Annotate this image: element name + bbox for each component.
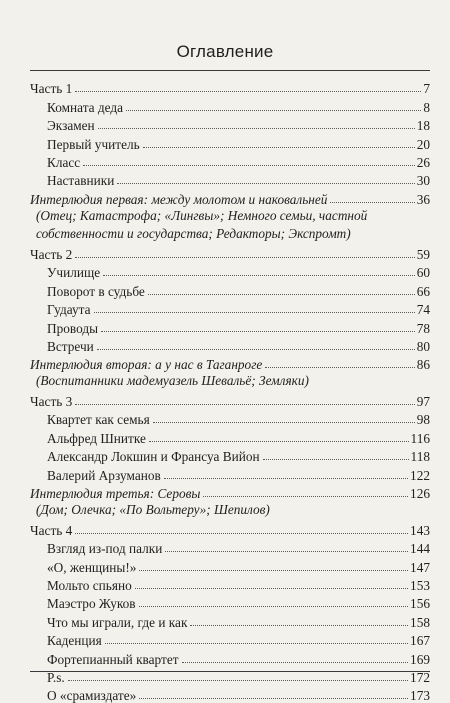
toc-entry-label: Первый учитель (47, 136, 140, 152)
dot-leader (97, 349, 415, 350)
toc-page-number: 153 (410, 578, 430, 593)
dot-leader (75, 257, 414, 258)
toc-part[interactable] (30, 78, 430, 96)
toc-subentry[interactable] (30, 96, 430, 114)
toc-entry-label: Альфред Шнитке (47, 430, 146, 446)
title-rule-top (30, 70, 430, 71)
toc-page-number: 173 (410, 688, 430, 703)
dot-leader (75, 91, 421, 92)
toc-entry-label: Наставники (47, 173, 115, 189)
dot-leader (139, 570, 408, 571)
interlude-contents-note: (Дом; Олечка; «По Вольтеру»; Шепилов) (36, 502, 270, 518)
toc-page-number: 80 (416, 338, 430, 354)
dot-leader (98, 128, 415, 129)
toc-entry-label: Мольто спьяно (47, 578, 132, 593)
dot-leader (164, 478, 408, 479)
dot-leader (68, 680, 408, 681)
toc-entry-label: Интерлюдия первая: между молотом и наковальней (30, 191, 328, 207)
toc-subentry[interactable] (30, 262, 430, 280)
toc-subentry[interactable] (30, 409, 430, 427)
toc-page-number: 86 (416, 357, 430, 373)
toc-entry-label: «О, женщины!» (47, 559, 137, 575)
dot-leader (126, 110, 421, 111)
dot-leader (139, 698, 408, 699)
toc-page-number: 97 (416, 394, 430, 410)
toc-subentry[interactable] (30, 446, 430, 464)
toc-page-number: 122 (410, 467, 430, 483)
dot-leader (203, 496, 408, 497)
toc-entry-label: Класс (47, 154, 81, 170)
toc-entry-label: Александр Локшин и Франсуа Вийон (47, 449, 260, 465)
toc-interlude[interactable] (30, 483, 430, 501)
interlude-contents-note: (Воспитанники мадемуазель Шевальё; Земляки) (36, 373, 309, 389)
dot-leader (103, 275, 415, 276)
toc-subentry[interactable] (30, 667, 430, 685)
toc-entry-label: Часть 3 (30, 394, 73, 410)
dot-leader (165, 551, 408, 552)
toc-entry-label: P.s. (47, 669, 65, 685)
toc-page-number: 26 (416, 154, 430, 170)
toc-entry-label: Училище (47, 265, 101, 281)
toc-subentry[interactable] (30, 464, 430, 482)
toc-entry-label: Проводы (47, 320, 99, 336)
toc-entry-label: Интерлюдия третья: Серовы (30, 486, 201, 502)
interlude-contents-note: (Отец; Катастрофа; «Лингвы»; Немного семьи, частной собственности и государства; Редакторы; Экспромт) (36, 207, 368, 242)
toc-page-number: 144 (410, 541, 430, 557)
toc-page-number: 126 (410, 486, 430, 502)
toc-page-number: 98 (416, 412, 430, 428)
toc-page-number: 20 (416, 136, 430, 152)
toc-entry-label: Квартет как семья (47, 412, 150, 428)
toc-entry-label: Гудаута (47, 302, 91, 318)
toc-entry-label: Часть 2 (30, 246, 73, 262)
toc-interlude[interactable] (30, 354, 430, 372)
toc-page-number: 167 (410, 633, 430, 649)
dot-leader (135, 588, 408, 589)
toc-entry-label: Встречи (47, 338, 94, 354)
toc-entry-label: Комната деда (47, 99, 124, 115)
toc-subentry[interactable] (30, 685, 430, 703)
toc-page-number: 116 (410, 430, 430, 446)
toc-subentry[interactable] (30, 630, 430, 648)
toc-page-number: 30 (416, 173, 430, 189)
dot-leader (149, 441, 409, 442)
toc-subentry[interactable] (30, 336, 430, 354)
toc-page-number: 60 (416, 265, 430, 281)
toc-page-number: 118 (410, 449, 430, 465)
dot-leader (83, 165, 414, 166)
toc-page-number: 143 (410, 522, 430, 538)
toc-subentry[interactable] (30, 611, 430, 629)
toc-entry-label: Взгляд из-под палки (47, 541, 163, 557)
toc-page-number: 172 (410, 669, 430, 685)
toc-subentry[interactable] (30, 648, 430, 666)
page-title: Оглавление (176, 42, 274, 61)
toc-entry-label: Интерлюдия вторая: а у нас в Таганроге (30, 357, 263, 373)
toc-subentry[interactable] (30, 299, 430, 317)
dot-leader (263, 459, 409, 460)
toc-page-number: 66 (416, 283, 430, 299)
dot-leader (101, 331, 415, 332)
toc-entry-label: Каденция (47, 633, 102, 649)
dot-leader (153, 422, 415, 423)
toc-entry-label: Валерий Арзуманов (47, 467, 161, 483)
toc-subentry[interactable] (30, 133, 430, 151)
dot-leader (143, 147, 415, 148)
toc-part[interactable] (30, 244, 430, 262)
toc-subentry[interactable] (30, 317, 430, 335)
toc-subentry[interactable] (30, 556, 430, 574)
toc-page-number: 36 (416, 191, 430, 207)
dot-leader (139, 606, 408, 607)
toc-subentry[interactable] (30, 115, 430, 133)
dot-leader (75, 404, 414, 405)
toc-entry-label: Фортепианный квартет (47, 651, 179, 667)
toc-page-number: 8 (423, 99, 430, 115)
toc-subentry[interactable] (30, 152, 430, 170)
toc-subentry[interactable] (30, 280, 430, 298)
toc-subentry[interactable] (30, 170, 430, 188)
dot-leader (148, 294, 415, 295)
dot-leader (105, 643, 408, 644)
bottom-rule (30, 671, 430, 672)
dot-leader (190, 625, 408, 626)
toc-part[interactable] (30, 391, 430, 409)
toc-subentry[interactable] (30, 575, 430, 593)
toc-page-number: 7 (423, 81, 430, 97)
toc-page-number: 74 (416, 302, 430, 318)
toc-subentry[interactable] (30, 538, 430, 556)
toc-page-number: 78 (416, 320, 430, 336)
toc-entry-label: Экзамен (47, 118, 95, 134)
toc-page-number: 18 (416, 118, 430, 134)
toc-entry-label: О «срамиздате» (47, 688, 137, 703)
toc-page-number: 156 (410, 596, 430, 612)
dot-leader (330, 202, 414, 203)
dot-leader (265, 367, 414, 368)
toc-entry-label: Часть 1 (30, 81, 73, 97)
toc-page-number: 59 (416, 246, 430, 262)
toc-entry-label: Что мы играли, где и как (47, 614, 188, 630)
toc-subentry[interactable] (30, 593, 430, 611)
toc-entry-label: Поворот в судьбе (47, 283, 145, 299)
toc-interlude[interactable] (30, 188, 430, 206)
dot-leader (182, 662, 409, 663)
dot-leader (75, 533, 408, 534)
toc-entry-label: Часть 4 (30, 522, 73, 538)
toc-page-number: 158 (410, 614, 430, 630)
toc-entry-label: Маэстро Жуков (47, 596, 136, 612)
toc-page-number: 147 (410, 559, 430, 575)
toc-subentry[interactable] (30, 427, 430, 445)
toc-page-number: 169 (410, 651, 430, 667)
table-of-contents (30, 78, 430, 703)
toc-part[interactable] (30, 519, 430, 537)
dot-leader (117, 183, 414, 184)
dot-leader (94, 312, 415, 313)
